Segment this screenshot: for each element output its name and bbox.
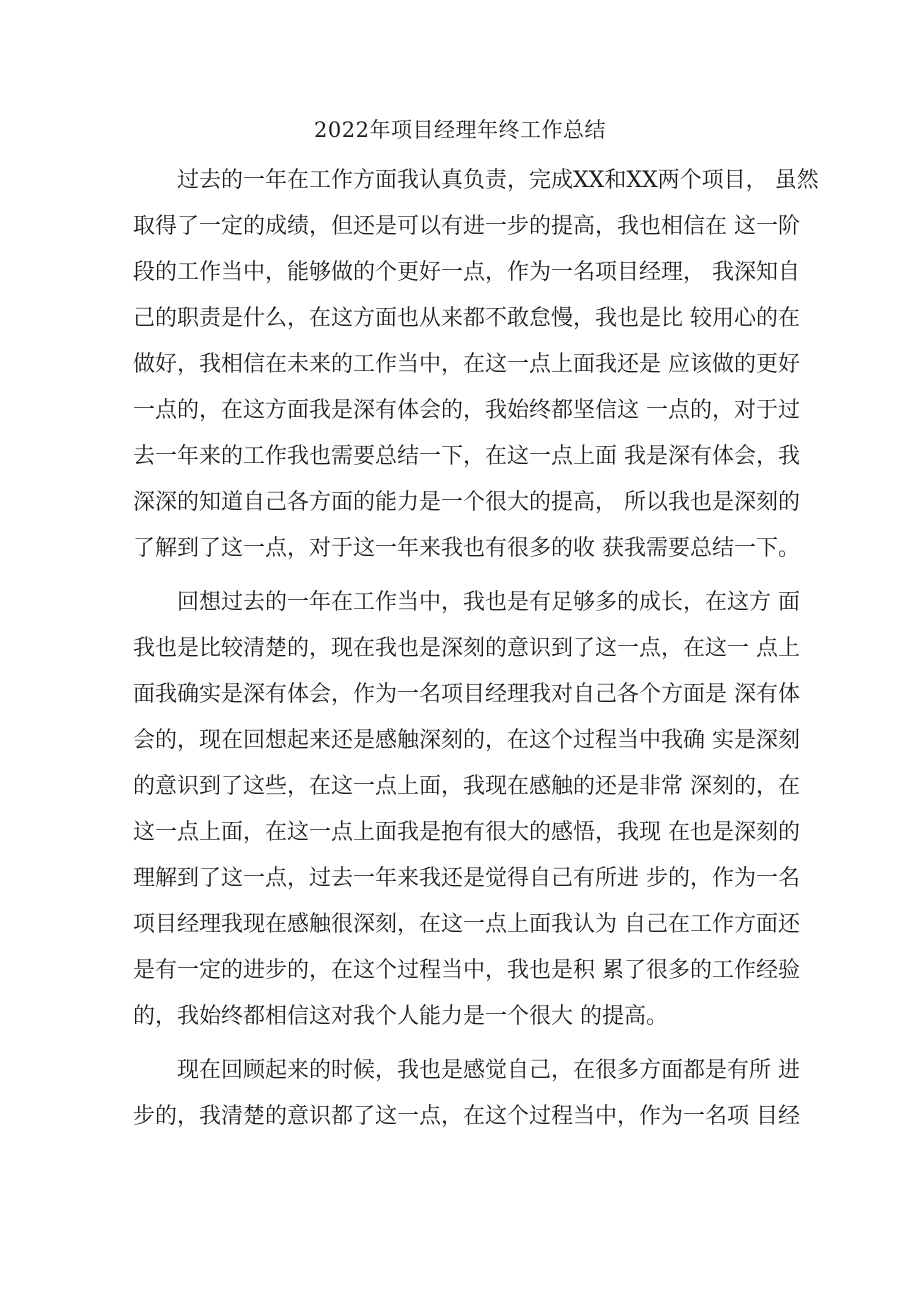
text-line: 的意识到了这些，在这一点上面，我现在感触的还是非常 深刻的，在 [133,774,800,799]
document-body [133,158,819,1148]
text-line: 会的，现在回想起来还是感触深刻的，在这个过程当中我确 实是深刻 [133,728,800,753]
text-line: 面我确实是深有体会，作为一名项目经理我对自己各个方面是 深有体 [133,682,800,707]
text-line: 回想过去的一年在工作当中，我也是有足够多的成长，在这方 面 [177,590,800,615]
text-line: 我也是比较清楚的，现在我也是深刻的意识到了这一点，在这一 点上 [133,636,800,661]
text-line: 步的，我清楚的意识都了这一点，在这个过程当中，作为一名项 目经 [133,1104,800,1129]
text-line: 理解到了这一点，过去一年来我还是觉得自己有所进 步的，作为一名 [133,866,800,891]
paragraph-2 [133,580,800,1040]
text-line: 去一年来的工作我也需要总结一下，在这一点上面 我是深有体会，我 [133,444,800,469]
paragraph-3 [133,1048,800,1140]
text-line: 过去的一年在工作方面我认真负责，完成XX和XX两个项目， 虽然 [177,168,819,193]
text-line: 是有一定的进步的，在这个过程当中，我也是积 累了很多的工作经验 [133,958,800,983]
text-line: 一点的，在这方面我是深有体会的，我始终都坚信这 一点的，对于过 [133,398,800,423]
text-line: 的，我始终都相信这对我个人能力是一个很大 的提高。 [133,1004,668,1029]
text-line: 己的职责是什么，在这方面也从来都不敢怠慢，我也是比 较用心的在 [133,306,800,331]
text-line: 现在回顾起来的时候，我也是感觉自己，在很多方面都是有所 进 [177,1058,800,1083]
text-line: 做好，我相信在未来的工作当中，在这一点上面我还是 应该做的更好 [133,352,800,377]
paragraph-1 [133,158,819,572]
document-title: 2022年项目经理年终工作总结 [314,118,606,142]
text-line: 这一点上面，在这一点上面我是抱有很大的感悟，我现 在也是深刻的 [133,820,800,845]
text-line: 深深的知道自己各方面的能力是一个很大的提高， 所以我也是深刻的 [133,490,800,515]
text-line: 了解到了这一点，对于这一年来我也有很多的收 获我需要总结一下。 [133,536,800,561]
text-line: 段的工作当中，能够做的个更好一点，作为一名项目经理， 我深知自 [133,260,800,285]
text-line: 项目经理我现在感触很深刻，在这一点上面我认为 自己在工作方面还 [133,912,800,937]
text-line: 取得了一定的成绩，但还是可以有进一步的提高，我也相信在 这一阶 [133,214,800,239]
